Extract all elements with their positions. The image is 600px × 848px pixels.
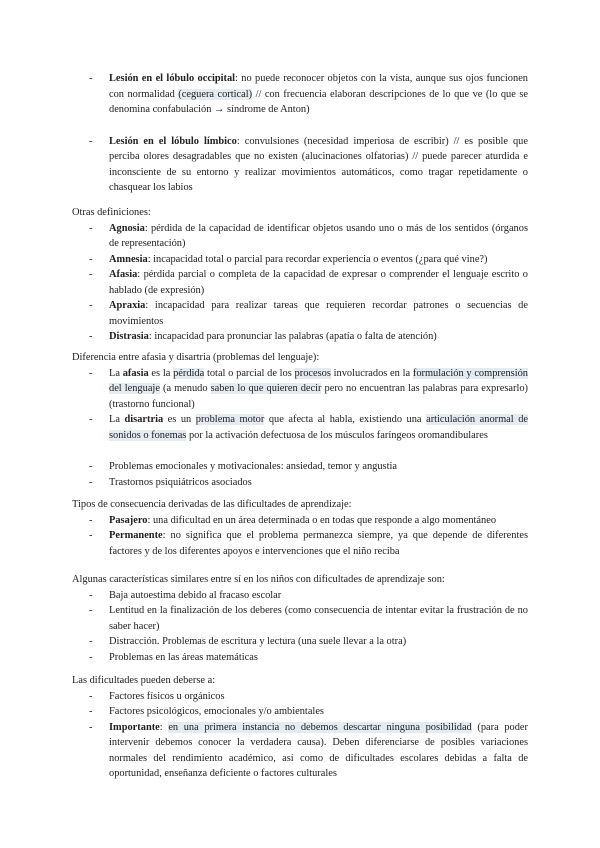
difference-section bbox=[72, 350, 528, 490]
term: Agnosia bbox=[109, 222, 145, 234]
list-dash: - bbox=[89, 414, 93, 425]
list-dash: - bbox=[89, 331, 93, 342]
list-item bbox=[72, 475, 528, 491]
highlight: procesos bbox=[294, 367, 331, 379]
text: involucrados en la bbox=[330, 367, 413, 379]
list-dash: - bbox=[89, 73, 93, 84]
section-heading: Diferencia entre afasia y disartria (problemas del lenguaje): bbox=[72, 352, 320, 363]
list-item-occipital bbox=[72, 71, 528, 118]
types-section bbox=[72, 497, 528, 559]
list-dash: - bbox=[89, 135, 93, 147]
section-heading: Tipos de consecuencia derivadas de las dificultades de aprendizaje: bbox=[72, 499, 352, 510]
term: Apraxia bbox=[109, 300, 146, 311]
highlight: pérdida bbox=[173, 367, 205, 379]
list-item bbox=[72, 704, 528, 720]
text: La bbox=[109, 367, 123, 379]
list-item-afasia bbox=[72, 366, 528, 413]
list-item bbox=[72, 329, 528, 345]
list-item bbox=[72, 634, 528, 650]
types-list bbox=[72, 513, 528, 560]
text: La bbox=[109, 414, 125, 425]
highlight: en una primera instancia no debemos descartar ninguna posibilidad bbox=[168, 721, 472, 733]
text: : incapacidad para pronunciar las palabras (apatía o falta de atención) bbox=[148, 331, 437, 342]
text: : incapacidad total o parcial para recordar experiencia o eventos (¿para qué vine?) bbox=[147, 253, 488, 265]
term: Importante bbox=[109, 721, 160, 733]
text: Trastornos psiquiátricos asociados bbox=[109, 476, 252, 488]
highlight: problema motor bbox=[195, 414, 265, 425]
term: Distrasia bbox=[109, 331, 149, 342]
list-item bbox=[72, 252, 528, 268]
text: (para poder intervenir debemos conocer la verdadera causa). Deben diferenciarse de posibles variaciones normales del rendimiento académico, así como de dificultades escolares debidas a falta de oportunidad, enseñanza deficiente o factores culturales bbox=[109, 721, 528, 779]
list-dash: - bbox=[89, 721, 93, 733]
list-dash: - bbox=[89, 706, 93, 717]
list-item bbox=[72, 528, 528, 559]
list-item bbox=[72, 689, 528, 705]
list-item bbox=[72, 513, 528, 529]
text: (a menudo bbox=[159, 383, 211, 394]
highlight: saben lo que quieren decir bbox=[210, 383, 322, 394]
difference-list bbox=[72, 366, 528, 444]
list-item bbox=[72, 298, 528, 329]
text: // con frecuencia elaboran descripciones de lo que ve (lo que se denomina confabulación → síndrome de Anton) bbox=[109, 88, 528, 115]
lobe-lesion-list bbox=[72, 71, 528, 196]
list-item bbox=[72, 588, 528, 604]
text: Problemas emocionales y motivacionales: ansiedad, temor y angustia bbox=[109, 461, 397, 472]
text: : pérdida de la capacidad de identificar objetos usando uno o más de los sentidos (órganos de representación) bbox=[109, 222, 528, 249]
list-dash: - bbox=[89, 690, 93, 702]
text: : convulsiones (necesidad imperiosa de escribir) // es posible que perciba olores desagradables que no existen (alucinaciones olfatorias) // puede parecer aturdida e inconsciente de su entorno y realizar movimientos automáticos, como tragar repetidamente o chasquear los labios bbox=[109, 135, 528, 193]
text: pero no encuentran las palabras para expresarlo) (trastorno funcional) bbox=[109, 383, 528, 410]
section-heading: Las dificultades pueden deberse a: bbox=[72, 675, 216, 686]
term: Permanente bbox=[109, 530, 163, 541]
text: : no significa que el problema permanezca siempre, ya que depende de diferentes factores y de los diferentes apoyos e intervenciones que el niño reciba bbox=[109, 530, 528, 557]
section-heading: Otras definiciones: bbox=[72, 207, 151, 218]
list-dash: - bbox=[89, 605, 93, 616]
text: : bbox=[159, 721, 169, 733]
list-dash: - bbox=[89, 253, 93, 265]
extra-problems-list bbox=[72, 459, 528, 490]
term: Afasia bbox=[109, 269, 138, 280]
characteristics-section bbox=[72, 572, 528, 665]
lobe-lesions-section bbox=[72, 71, 528, 196]
text: Problemas en las áreas matemáticas bbox=[109, 651, 258, 663]
list-item bbox=[72, 267, 528, 298]
text: Baja autoestima debido al fracaso escolar bbox=[109, 589, 282, 601]
list-dash: - bbox=[89, 530, 93, 541]
characteristics-list bbox=[72, 588, 528, 666]
list-dash: - bbox=[89, 269, 93, 280]
text: es un bbox=[163, 414, 196, 425]
list-dash: - bbox=[89, 367, 93, 379]
text: Distracción. Problemas de escritura y lectura (una suele llevar a la otra) bbox=[109, 636, 407, 647]
list-dash: - bbox=[89, 636, 93, 647]
list-item bbox=[72, 221, 528, 252]
causes-section bbox=[72, 673, 528, 782]
list-item bbox=[72, 459, 528, 475]
list-dash: - bbox=[89, 651, 93, 663]
text: : incapacidad para realizar tareas que requieren recordar patrones o secuencias de movimientos bbox=[109, 300, 528, 327]
text: Factores psicológicos, emocionales y/o ambientales bbox=[109, 706, 324, 717]
term: Amnesia bbox=[109, 253, 148, 265]
definitions-list bbox=[72, 221, 528, 345]
list-item bbox=[72, 603, 528, 634]
section-heading: Algunas características similares entre sí en los niños con dificultades de aprendizaje son: bbox=[72, 574, 445, 585]
text: : pérdida parcial o completa de la capacidad de expresar o comprender el lenguaje escrito o hablado (de expresión) bbox=[109, 269, 528, 296]
list-item-limbico bbox=[72, 134, 528, 196]
list-item bbox=[72, 650, 528, 666]
highlight: articulación anormal de sonidos o fonemas bbox=[109, 414, 529, 441]
text: total o parcial de los bbox=[204, 367, 295, 379]
text: por la activación defectuosa de los músculos faríngeos oromandibulares bbox=[186, 429, 488, 441]
text: Factores físicos u orgánicos bbox=[109, 690, 225, 702]
term: Pasajero bbox=[109, 514, 148, 526]
term: afasia bbox=[122, 367, 149, 379]
list-dash: - bbox=[89, 461, 93, 472]
text: : una dificultad en un área determinada o en todas que responde a algo momentáneo bbox=[147, 514, 497, 526]
highlight: formulación y comprensión del lenguaje bbox=[109, 367, 528, 394]
text: Lentitud en la finalización de los deberes (como consecuencia de intentar evitar la frustración de no saber hacer) bbox=[109, 605, 528, 632]
text: : no puede reconocer objetos con la vista, aunque sus ojos funcionen con normalidad bbox=[109, 73, 529, 100]
list-dash: - bbox=[89, 589, 93, 601]
text: que afecta al habla, existiendo una bbox=[264, 414, 427, 425]
list-dash: - bbox=[89, 514, 93, 526]
list-dash: - bbox=[89, 300, 93, 311]
list-item-disartria bbox=[72, 412, 528, 443]
causes-list bbox=[72, 689, 528, 782]
term-occipital: Lesión en el lóbulo occipital bbox=[109, 73, 236, 84]
highlight: (ceguera cortical) bbox=[178, 88, 253, 100]
text: es la bbox=[148, 367, 174, 379]
list-item-important bbox=[72, 720, 528, 782]
term: disartria bbox=[124, 414, 164, 425]
term-limbico: Lesión en el lóbulo límbico bbox=[109, 135, 237, 147]
definitions-section bbox=[72, 205, 528, 345]
list-dash: - bbox=[89, 476, 93, 488]
list-dash: - bbox=[89, 222, 93, 234]
